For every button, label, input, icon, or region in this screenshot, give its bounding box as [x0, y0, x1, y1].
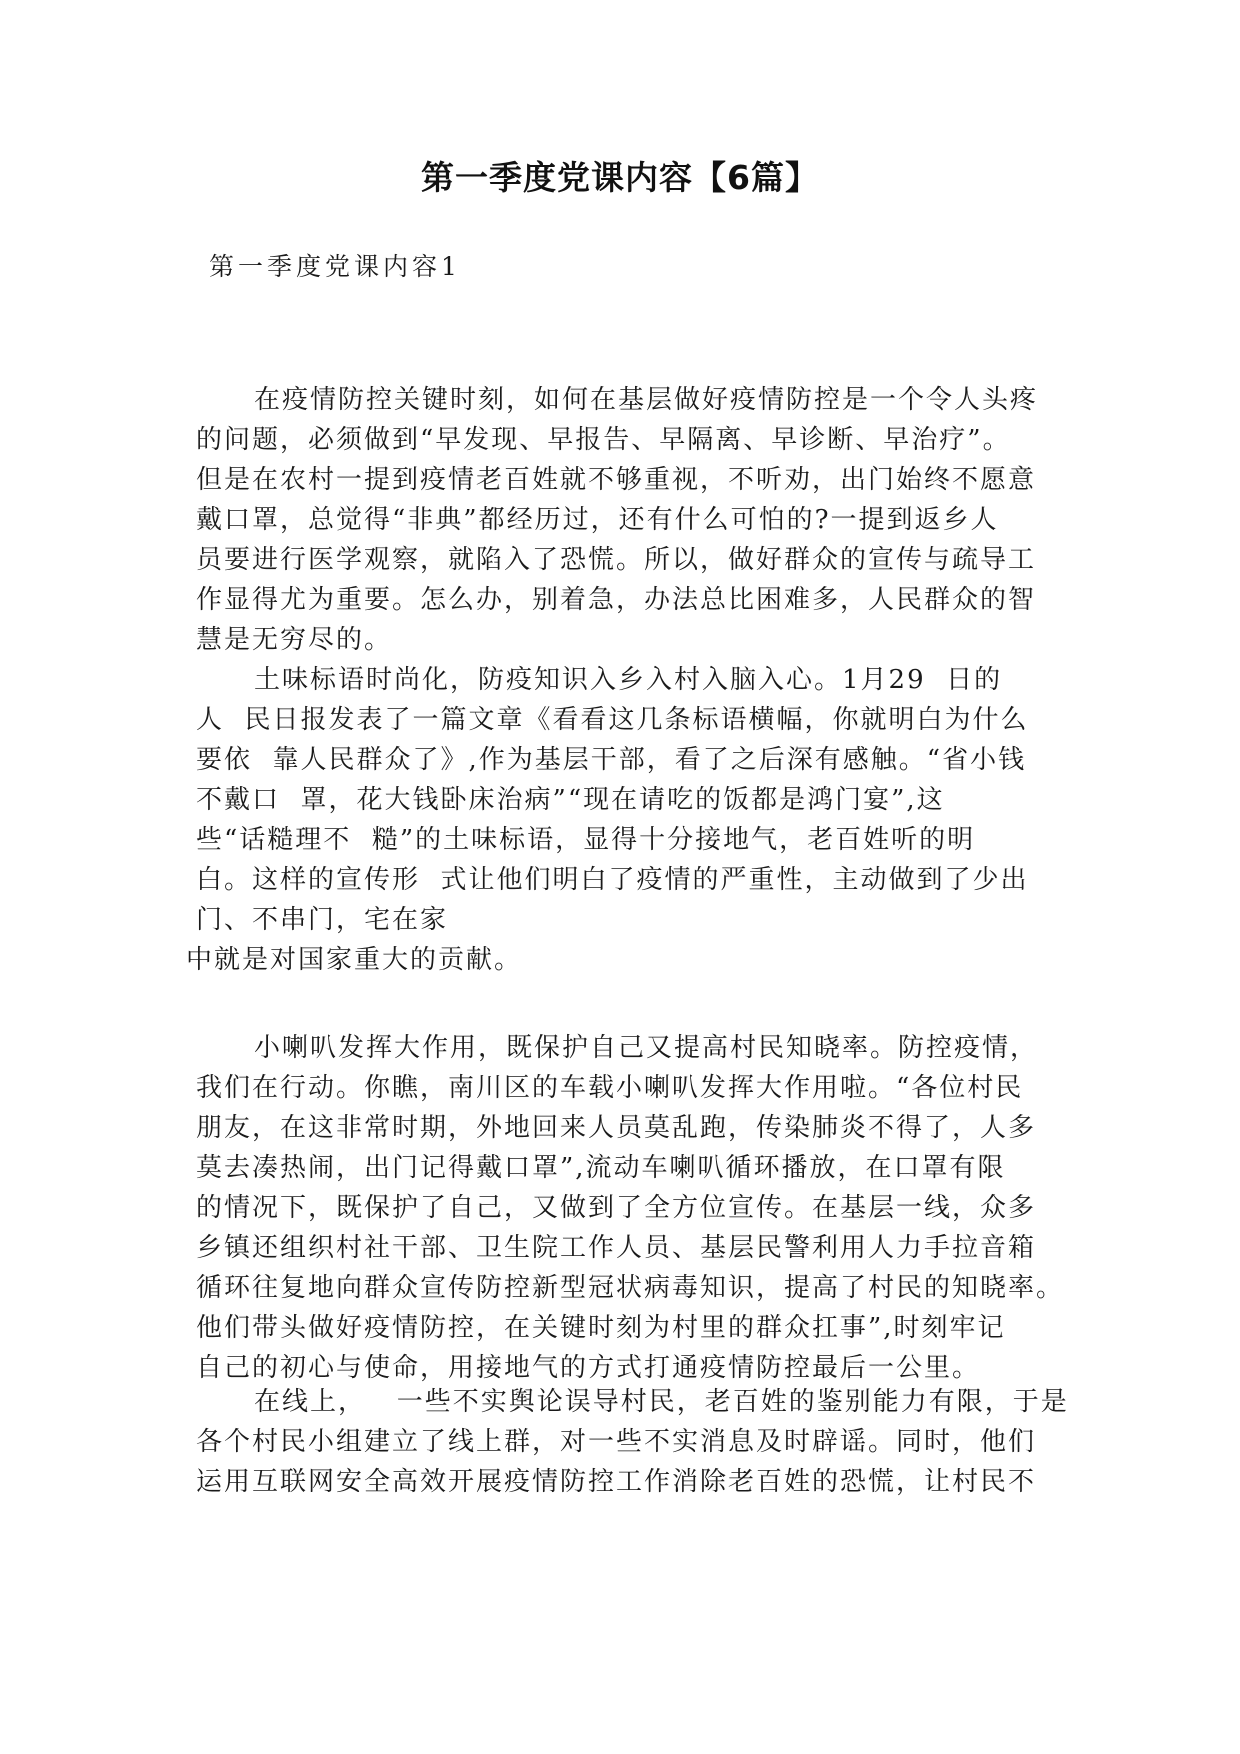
text-line: 但是在农村一提到疫情老百姓就不够重视，不听劝，出门始终不愿意	[196, 465, 1037, 495]
text-line: 我们在行动。你瞧，南川区的车载小喇叭发挥大作用啦。“各位村民	[196, 1073, 1024, 1103]
text-line: 莫去凑热闹，出门记得戴口罩”,流动车喇叭循环播放，在口罩有限	[196, 1153, 1006, 1183]
document-title: 第一季度党课内容【6篇】	[421, 158, 819, 197]
text-line: 运用互联网安全高效开展疫情防控工作消除老百姓的恐慌，让村民不	[196, 1467, 1037, 1497]
text-line: 不戴口 罩，花大钱卧床治病”“现在请吃的饭都是鸿门宴”,这	[196, 785, 945, 815]
paragraph-1	[196, 380, 1056, 660]
text-line: 慧是无穷尽的。	[196, 625, 393, 655]
text-line: 人 民日报发表了一篇文章《看看这几条标语横幅，你就明白为什么	[196, 705, 1029, 735]
paragraph-5	[196, 1382, 1069, 1502]
text-line: 在线上， 一些不实舆论误导村民，老百姓的鉴别能力有限，于是	[254, 1387, 1069, 1417]
text-line: 他们带头做好疫情防控，在关键时刻为村里的群众扛事”,时刻牢记	[196, 1313, 1006, 1343]
text-line: 自己的初心与使命，用接地气的方式打通疫情防控最后一公里。	[196, 1353, 981, 1383]
text-line: 要依 靠人民群众了》,作为基层干部，看了之后深有感触。“省小钱	[196, 745, 1027, 775]
text-line: 些“话糙理不 糙”的土味标语，显得十分接地气，老百姓听的明	[196, 825, 976, 855]
text-line: 戴口罩，总觉得“非典”都经历过，还有什么可怕的?一提到返乡人	[196, 505, 999, 535]
paragraph-4	[196, 1028, 1065, 1388]
text-line: 作显得尤为重要。怎么办，别着急，办法总比困难多，人民群众的智	[196, 585, 1037, 615]
text-line: 在疫情防控关键时刻，如何在基层做好疫情防控是一个令人头疼	[254, 385, 1039, 415]
text-line: 朋友，在这非常时期，外地回来人员莫乱跑，传染肺炎不得了，人多	[196, 1113, 1037, 1143]
section-heading: 第一季度党课内容1	[209, 252, 461, 281]
text-line: 各个村民小组建立了线上群，对一些不实消息及时辟谣。同时，他们	[196, 1427, 1037, 1457]
text-line: 小喇叭发挥大作用，既保护自己又提高村民知晓率。防控疫情，	[254, 1033, 1039, 1063]
text-line: 白。这样的宣传形 式让他们明白了疫情的严重性，主动做到了少出	[196, 865, 1029, 895]
text-line: 循环往复地向群众宣传防控新型冠状病毒知识，提高了村民的知晓率。	[196, 1273, 1065, 1303]
text-line: 员要进行医学观察，就陷入了恐慌。所以，做好群众的宣传与疏导工	[196, 545, 1037, 575]
text-line: 土味标语时尚化，防疫知识入乡入村入脑入心。1月29 日的	[254, 665, 1003, 695]
text-line: 的问题，必须做到“早发现、早报告、早隔离、早诊断、早治疗”。	[196, 425, 1011, 455]
text-line: 乡镇还组织村社干部、卫生院工作人员、基层民警利用人力手拉音箱	[196, 1233, 1037, 1263]
text-line: 门、不串门，宅在家	[196, 905, 449, 935]
text-line: 中就是对国家重大的贡献。	[186, 945, 523, 975]
text-line: 的情况下，既保护了自己，又做到了全方位宣传。在基层一线，众多	[196, 1193, 1037, 1223]
paragraph-2	[186, 660, 1056, 980]
